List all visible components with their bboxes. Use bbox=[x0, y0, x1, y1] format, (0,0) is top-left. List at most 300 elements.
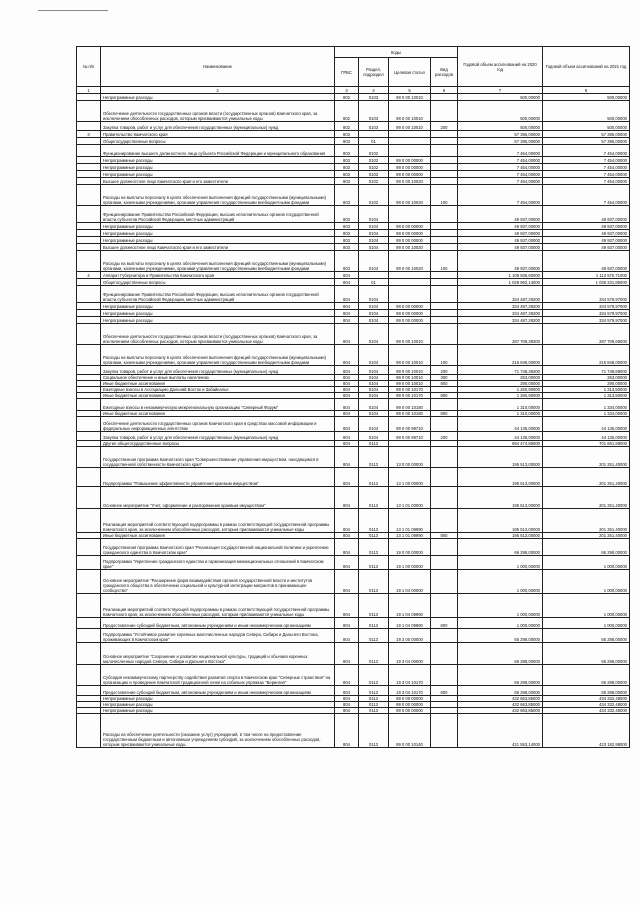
row-section: 0113 bbox=[359, 594, 389, 618]
row-expense-type bbox=[431, 303, 458, 310]
row-amount-2021: 65 298,00000 bbox=[543, 686, 630, 696]
row-grbs: 804 bbox=[335, 317, 359, 324]
table-row bbox=[77, 432, 630, 441]
row-name: Общегосударственные вопросы bbox=[101, 279, 335, 286]
row-target: 13 0 00 00000 bbox=[389, 447, 431, 468]
row-grbs: 803 bbox=[335, 223, 359, 230]
row-number bbox=[77, 164, 101, 171]
row-number bbox=[77, 432, 101, 441]
row-name: Расходы на выплаты персоналу в целях обеспечения выполнения функций государственными (муниципальными) органами, казенными учреждениями, органами управления государственными внебюджетными фондами bbox=[101, 251, 335, 272]
row-amount-2020: 49 937,00000 bbox=[458, 223, 543, 230]
row-grbs: 802 bbox=[335, 122, 359, 131]
table-row bbox=[77, 618, 630, 629]
row-expense-type: 200 bbox=[431, 122, 458, 131]
table-row bbox=[77, 237, 630, 244]
row-grbs: 804 bbox=[335, 447, 359, 468]
row-number bbox=[77, 345, 101, 366]
table-row bbox=[77, 594, 630, 618]
row-section: 0113 bbox=[359, 441, 389, 447]
row-amount-2021: 201 251,40000 bbox=[543, 447, 630, 468]
row-number bbox=[77, 223, 101, 230]
row-amount-2021: 434 332,48000 bbox=[543, 708, 630, 714]
row-number bbox=[77, 366, 101, 375]
table-row bbox=[77, 714, 630, 748]
row-number bbox=[77, 310, 101, 317]
row-section: 0113 bbox=[359, 686, 389, 696]
row-expense-type bbox=[431, 556, 458, 570]
row-section: 0104 bbox=[359, 375, 389, 381]
row-section: 0113 bbox=[359, 570, 389, 594]
row-number bbox=[77, 399, 101, 411]
row-amount-2021: 334 579,97000 bbox=[543, 303, 630, 310]
row-name: Основное мероприятие "Сохранение и развитие национальной культуры, традиций и обычаев коренных малочисленных народов Севера, Сибири и Дальнего Востока" bbox=[101, 643, 335, 665]
row-number bbox=[77, 138, 101, 145]
row-amount-2021: 57 395,00000 bbox=[543, 131, 630, 138]
row-amount-2021: 1 334,00000 bbox=[543, 411, 630, 417]
row-amount-2020: 7 454,00000 bbox=[458, 178, 543, 185]
row-name: Непрограммные расходы bbox=[101, 310, 335, 317]
row-section: 0104 bbox=[359, 223, 389, 230]
row-grbs: 803 bbox=[335, 131, 359, 138]
row-amount-2021: 49 937,00000 bbox=[543, 206, 630, 223]
row-grbs: 804 bbox=[335, 629, 359, 643]
row-amount-2021: 49 937,00000 bbox=[543, 223, 630, 230]
row-expense-type bbox=[431, 594, 458, 618]
row-amount-2020: 195 513,00000 bbox=[458, 533, 543, 539]
row-section: 0104 bbox=[359, 251, 389, 272]
header-codes: Коды bbox=[335, 47, 458, 58]
row-amount-2021: 434 332,48000 bbox=[543, 696, 630, 702]
row-target: 19 3 04 10170 bbox=[389, 665, 431, 686]
row-name: Государственная программа Камчатского края "Реализация государственной национальной политики и укрепление гражданского единства в Камчатском крае" bbox=[101, 539, 335, 556]
row-name: Непрограммные расходы bbox=[101, 317, 335, 324]
row-expense-type: 200 bbox=[431, 432, 458, 441]
row-amount-2021: 201 251,40000 bbox=[543, 533, 630, 539]
row-amount-2021: 1 000,00000 bbox=[543, 556, 630, 570]
row-grbs: 803 bbox=[335, 244, 359, 251]
row-section: 0104 bbox=[359, 345, 389, 366]
row-section: 0102 bbox=[359, 164, 389, 171]
row-grbs: 803 bbox=[335, 145, 359, 157]
row-grbs: 804 bbox=[335, 366, 359, 375]
table-row bbox=[77, 417, 630, 432]
table-row bbox=[77, 539, 630, 556]
row-amount-2020: 49 937,00000 bbox=[458, 244, 543, 251]
row-name: Расходы на выплаты персоналу в целях обеспечения выполнения функций государственными (муниципальными) органами, казенными учреждениями, органами управления государственными внебюджетными фондами bbox=[101, 345, 335, 366]
row-section: 0113 bbox=[359, 618, 389, 629]
table-row bbox=[77, 487, 630, 509]
row-name: Подпрограмма "Укрепление гражданского единства и гармонизация межнациональных отношений в Камчатском крае" bbox=[101, 556, 335, 570]
row-expense-type bbox=[431, 279, 458, 286]
row-name: Высшее должностное лицо Камчатского края и его заместители bbox=[101, 244, 335, 251]
row-section: 0104 bbox=[359, 303, 389, 310]
row-section: 0104 bbox=[359, 286, 389, 303]
table-row bbox=[77, 164, 630, 171]
row-target: 99 0 00 10180 bbox=[389, 399, 431, 411]
table-row bbox=[77, 279, 630, 286]
row-number bbox=[77, 509, 101, 533]
row-target: 19 3 04 00000 bbox=[389, 643, 431, 665]
table-row bbox=[77, 317, 630, 324]
row-section: 0104 bbox=[359, 237, 389, 244]
row-target: 99 0 00 10020 bbox=[389, 178, 431, 185]
row-amount-2020: 49 937,00000 bbox=[458, 237, 543, 244]
row-name: Расходы на обеспечение деятельности (оказание услуг) учреждений, в том числе на предоставление государственным бюджетным и автономным учреждениям субсидий, за исключением обособленных расходов, которым присваиваются уникальные коды bbox=[101, 714, 335, 748]
row-expense-type bbox=[431, 272, 458, 279]
row-target: 99 0 00 10010 bbox=[389, 101, 431, 122]
row-number bbox=[77, 185, 101, 206]
row-amount-2021: 65 298,00000 bbox=[543, 643, 630, 665]
row-amount-2020: 65 298,00000 bbox=[458, 643, 543, 665]
row-amount-2021: 1 313,50000 bbox=[543, 393, 630, 399]
row-section: 0113 bbox=[359, 643, 389, 665]
header-name: Наименование bbox=[101, 47, 335, 87]
row-name: Ежегодные взносы в Ассоциацию Дальний Восток и Забайкалье bbox=[101, 387, 335, 393]
row-section: 0113 bbox=[359, 487, 389, 509]
row-amount-2020: 1 105 936,60000 bbox=[458, 272, 543, 279]
row-grbs: 804 bbox=[335, 556, 359, 570]
row-grbs: 804 bbox=[335, 375, 359, 381]
row-expense-type bbox=[431, 230, 458, 237]
row-grbs: 804 bbox=[335, 686, 359, 696]
row-name: Непрограммные расходы bbox=[101, 157, 335, 164]
row-grbs: 803 bbox=[335, 178, 359, 185]
row-grbs: 802 bbox=[335, 101, 359, 122]
row-name: Основное мероприятие "Учет, оформление и распоряжение краевым имуществом" bbox=[101, 487, 335, 509]
header-year1: Годовой объем ассигнований на 2020 год bbox=[458, 47, 543, 87]
row-amount-2021: 334 579,97000 bbox=[543, 317, 630, 324]
table-row bbox=[77, 286, 630, 303]
row-amount-2021: 7 454,00000 bbox=[543, 157, 630, 164]
table-row bbox=[77, 185, 630, 206]
row-amount-2020: 1 310,00000 bbox=[458, 399, 543, 411]
row-amount-2020: 1 000,00000 bbox=[458, 556, 543, 570]
row-amount-2020: 71 748,38300 bbox=[458, 366, 543, 375]
row-amount-2021: 44 135,00000 bbox=[543, 432, 630, 441]
row-amount-2021: 334 579,97000 bbox=[543, 310, 630, 317]
row-target: 99 0 00 10010 bbox=[389, 366, 431, 375]
row-expense-type bbox=[431, 324, 458, 345]
row-name: Непрограммные расходы bbox=[101, 702, 335, 708]
row-amount-2020: 500,00000 bbox=[458, 94, 543, 101]
row-name: Непрограммные расходы bbox=[101, 696, 335, 702]
table-row bbox=[77, 230, 630, 237]
row-number: 3 bbox=[77, 131, 101, 138]
row-amount-2021: 1 000,00000 bbox=[543, 618, 630, 629]
row-expense-type bbox=[431, 468, 458, 487]
row-grbs: 804 bbox=[335, 708, 359, 714]
row-name: Функционирование Правительства Российской Федерации, высших исполнительных органов государственной власти субъектов Российской Федерации, местных администраций bbox=[101, 286, 335, 303]
table-row bbox=[77, 244, 630, 251]
row-amount-2020: 65 298,00000 bbox=[458, 665, 543, 686]
row-amount-2020: 1 260,90000 bbox=[458, 387, 543, 393]
row-amount-2021: 290,00000 bbox=[543, 381, 630, 387]
row-section: 0113 bbox=[359, 708, 389, 714]
row-amount-2021: 49 937,00000 bbox=[543, 230, 630, 237]
row-amount-2020: 44 135,00000 bbox=[458, 432, 543, 441]
row-amount-2021: 7 454,00000 bbox=[543, 171, 630, 178]
row-grbs: 803 bbox=[335, 157, 359, 164]
row-grbs: 804 bbox=[335, 539, 359, 556]
row-name: Функционирование Правительства Российской Федерации, высших исполнительных органов государственной власти субъектов Российской Федерации, местных администраций bbox=[101, 206, 335, 223]
row-target: 99 0 00 10170 bbox=[389, 387, 431, 393]
row-name: Реализация мероприятий соответствующей подпрограммы в рамках соответствующей государственной программы Камчатского края, за исключением обособленных расходов, которым присваиваются уникальные коды bbox=[101, 509, 335, 533]
row-number bbox=[77, 629, 101, 643]
row-name: Иные бюджетные ассигнования bbox=[101, 393, 335, 399]
row-name: Государственная программа Камчатского края "Совершенствование управления имуществом, находящимся в государственной собственности Камчатского края" bbox=[101, 447, 335, 468]
row-grbs: 804 bbox=[335, 303, 359, 310]
row-expense-type: 800 bbox=[431, 533, 458, 539]
row-target: 99 0 00 10010 bbox=[389, 375, 431, 381]
row-amount-2020: 421 553,14000 bbox=[458, 714, 543, 748]
row-target: 19 0 00 00000 bbox=[389, 539, 431, 556]
row-name: Основное мероприятие "Расширение форм взаимодействия органов государственной власти и институтов гражданского общества в обеспечении социальной и культурной интеграции мигрантов в принимающее сообщество" bbox=[101, 570, 335, 594]
row-amount-2020: 334 487,29200 bbox=[458, 317, 543, 324]
row-number bbox=[77, 286, 101, 303]
row-grbs: 804 bbox=[335, 714, 359, 748]
table-row bbox=[77, 310, 630, 317]
row-grbs: 804 bbox=[335, 441, 359, 447]
table-row bbox=[77, 447, 630, 468]
table-row bbox=[77, 686, 630, 696]
top-rule bbox=[38, 10, 108, 11]
row-section: 0104 bbox=[359, 411, 389, 417]
row-target: 13 1 01 00000 bbox=[389, 487, 431, 509]
row-expense-type bbox=[431, 171, 458, 178]
row-number bbox=[77, 665, 101, 686]
row-section: 0113 bbox=[359, 696, 389, 702]
row-amount-2020: 334 487,29200 bbox=[458, 286, 543, 303]
row-section: 0104 bbox=[359, 381, 389, 387]
row-grbs: 804 bbox=[335, 417, 359, 432]
row-expense-type: 100 bbox=[431, 345, 458, 366]
table-row bbox=[77, 665, 630, 686]
table-row bbox=[77, 468, 630, 487]
row-section: 0113 bbox=[359, 539, 389, 556]
row-grbs: 804 bbox=[335, 399, 359, 411]
row-grbs: 803 bbox=[335, 237, 359, 244]
row-section: 0102 bbox=[359, 171, 389, 178]
budget-table-body bbox=[77, 94, 630, 748]
row-grbs: 804 bbox=[335, 643, 359, 665]
row-section: 0113 bbox=[359, 702, 389, 708]
row-expense-type bbox=[431, 164, 458, 171]
row-target: 99 0 00 00000 bbox=[389, 164, 431, 171]
row-name: Закупка товаров, работ и услуг для обеспечения государственных (муниципальных) нужд bbox=[101, 366, 335, 375]
row-name: Непрограммные расходы bbox=[101, 171, 335, 178]
row-section: 0113 bbox=[359, 509, 389, 533]
row-section: 0113 bbox=[359, 447, 389, 468]
table-row bbox=[77, 94, 630, 101]
row-section: 0102 bbox=[359, 157, 389, 164]
row-section: 0113 bbox=[359, 629, 389, 643]
table-row bbox=[77, 101, 630, 122]
row-section: 0102 bbox=[359, 145, 389, 157]
row-target bbox=[389, 279, 431, 286]
row-number bbox=[77, 317, 101, 324]
row-amount-2021: 49 937,00000 bbox=[543, 244, 630, 251]
row-expense-type bbox=[431, 417, 458, 432]
row-amount-2021: 71 748,69000 bbox=[543, 366, 630, 375]
row-section: 0104 bbox=[359, 417, 389, 432]
row-amount-2021: 701 651,88000 bbox=[543, 441, 630, 447]
row-number bbox=[77, 237, 101, 244]
row-expense-type bbox=[431, 629, 458, 643]
row-name: Общегосударственные вопросы bbox=[101, 138, 335, 145]
row-grbs: 804 bbox=[335, 533, 359, 539]
row-target: 99 0 00 00000 bbox=[389, 708, 431, 714]
row-grbs: 803 bbox=[335, 251, 359, 272]
row-name: Обеспечение деятельности государственных органов власти (государственных органов) Камчатского края, за исключением обособленных расходов, которым присваиваются уникальные коды bbox=[101, 324, 335, 345]
table-row bbox=[77, 570, 630, 594]
row-number bbox=[77, 251, 101, 272]
row-name: Предоставление субсидий бюджетным, автономным учреждениям и иным некоммерческим организациям bbox=[101, 618, 335, 629]
row-number bbox=[77, 468, 101, 487]
table-row bbox=[77, 122, 630, 131]
row-target: 99 0 00 10010 bbox=[389, 122, 431, 131]
row-expense-type: 200 bbox=[431, 366, 458, 375]
row-number bbox=[77, 570, 101, 594]
row-name: Подпрограмма "Повышение эффективности управления краевым имуществом" bbox=[101, 468, 335, 487]
row-amount-2020: 1 028 962,14000 bbox=[458, 279, 543, 286]
row-expense-type: 800 bbox=[431, 411, 458, 417]
index-cell: 3 bbox=[335, 87, 359, 94]
table-row bbox=[77, 206, 630, 223]
row-amount-2021: 334 579,97000 bbox=[543, 286, 630, 303]
row-amount-2021: 7 454,00000 bbox=[543, 185, 630, 206]
row-section: 0104 bbox=[359, 366, 389, 375]
row-target: 19 1 04 09990 bbox=[389, 618, 431, 629]
row-number bbox=[77, 417, 101, 432]
row-name: Иные бюджетные ассигнования bbox=[101, 411, 335, 417]
row-amount-2020: 432 663,85000 bbox=[458, 696, 543, 702]
row-amount-2021: 65 298,00000 bbox=[543, 665, 630, 686]
row-target: 99 0 00 10020 bbox=[389, 251, 431, 272]
table-row bbox=[77, 366, 630, 375]
row-number bbox=[77, 618, 101, 629]
row-target: 13 1 00 00000 bbox=[389, 468, 431, 487]
row-expense-type: 100 bbox=[431, 251, 458, 272]
row-amount-2020: 215 848,00000 bbox=[458, 345, 543, 366]
row-target: 99 0 00 00000 bbox=[389, 303, 431, 310]
table-row bbox=[77, 345, 630, 366]
row-amount-2020: 49 937,00000 bbox=[458, 206, 543, 223]
row-grbs: 804 bbox=[335, 432, 359, 441]
budget-table bbox=[76, 46, 630, 748]
row-grbs: 804 bbox=[335, 487, 359, 509]
row-name: Социальное обеспечение и иные выплаты населению bbox=[101, 375, 335, 381]
row-target: 99 0 00 00000 bbox=[389, 230, 431, 237]
row-amount-2020: 1 260,90000 bbox=[458, 393, 543, 399]
row-grbs: 803 bbox=[335, 138, 359, 145]
row-target: 13 1 01 09990 bbox=[389, 533, 431, 539]
row-amount-2021: 49 937,00000 bbox=[543, 251, 630, 272]
row-expense-type bbox=[431, 94, 458, 101]
row-target: 19 1 00 00000 bbox=[389, 556, 431, 570]
row-grbs: 804 bbox=[335, 310, 359, 317]
row-target: 19 3 00 00000 bbox=[389, 629, 431, 643]
row-section: 0113 bbox=[359, 468, 389, 487]
row-section bbox=[359, 131, 389, 138]
row-expense-type: 600 bbox=[431, 686, 458, 696]
row-amount-2020: 7 454,00000 bbox=[458, 164, 543, 171]
row-expense-type: 600 bbox=[431, 618, 458, 629]
row-grbs: 804 bbox=[335, 286, 359, 303]
row-section: 0104 bbox=[359, 393, 389, 399]
row-amount-2020: 1 310,00000 bbox=[458, 411, 543, 417]
table-row bbox=[77, 138, 630, 145]
index-cell: 1 bbox=[77, 87, 101, 94]
header-row-codes bbox=[77, 47, 630, 58]
row-amount-2020: 195 513,00000 bbox=[458, 509, 543, 533]
row-amount-2020: 49 937,00000 bbox=[458, 251, 543, 272]
table-row bbox=[77, 303, 630, 310]
row-number bbox=[77, 487, 101, 509]
table-row bbox=[77, 556, 630, 570]
row-target: 99 0 00 10010 bbox=[389, 94, 431, 101]
row-amount-2021: 423 182,98000 bbox=[543, 714, 630, 748]
row-name: Функционирование высшего должностного лица субъекта Российской Федерации и муниципального образования bbox=[101, 145, 335, 157]
row-target: 99 0 00 00000 bbox=[389, 317, 431, 324]
row-expense-type bbox=[431, 447, 458, 468]
row-section: 01 bbox=[359, 138, 389, 145]
row-expense-type bbox=[431, 101, 458, 122]
row-amount-2021: 287 709,69000 bbox=[543, 324, 630, 345]
row-number bbox=[77, 303, 101, 310]
row-number bbox=[77, 145, 101, 157]
row-amount-2020: 253,00000 bbox=[458, 375, 543, 381]
row-amount-2020: 49 937,00000 bbox=[458, 230, 543, 237]
row-amount-2020: 500,00000 bbox=[458, 101, 543, 122]
row-amount-2021: 201 251,40000 bbox=[543, 487, 630, 509]
row-grbs: 804 bbox=[335, 594, 359, 618]
row-grbs: 804 bbox=[335, 393, 359, 399]
row-expense-type bbox=[431, 310, 458, 317]
row-grbs: 804 bbox=[335, 468, 359, 487]
row-grbs: 804 bbox=[335, 381, 359, 387]
row-name: Закупка товаров, работ и услуг для обеспечения государственных (муниципальных) нужд bbox=[101, 432, 335, 441]
row-target: 99 0 00 10180 bbox=[389, 411, 431, 417]
header-row-index bbox=[77, 87, 630, 94]
row-name: Ежегодные взносы в некоммерческую межрегиональную организацию "Северный Форум" bbox=[101, 399, 335, 411]
row-section: 0102 bbox=[359, 185, 389, 206]
row-target: 99 0 00 00000 bbox=[389, 171, 431, 178]
index-cell: 6 bbox=[431, 87, 458, 94]
row-expense-type bbox=[431, 138, 458, 145]
row-amount-2021: 7 454,00000 bbox=[543, 145, 630, 157]
row-amount-2020: 57 395,00000 bbox=[458, 138, 543, 145]
row-target: 99 0 00 00000 bbox=[389, 223, 431, 230]
row-amount-2021: 215 848,00000 bbox=[543, 345, 630, 366]
row-section: 0104 bbox=[359, 317, 389, 324]
row-grbs: 804 bbox=[335, 509, 359, 533]
row-name: Субсидия некоммерческому партнерству содействия развития спорта в Камчатском крае "Северные странствия" на организацию и проведение Камчатской традиционной гонки на собачьих упряжках "Берингия" bbox=[101, 665, 335, 686]
row-name: Высшее должностное лицо Камчатского края и его заместители bbox=[101, 178, 335, 185]
row-number bbox=[77, 594, 101, 618]
row-target: 99 0 00 00000 bbox=[389, 696, 431, 702]
row-expense-type bbox=[431, 714, 458, 748]
row-target: 99 0 00 10020 bbox=[389, 185, 431, 206]
row-number bbox=[77, 324, 101, 345]
row-grbs: 804 bbox=[335, 702, 359, 708]
table-row bbox=[77, 251, 630, 272]
row-target: 13 1 01 09990 bbox=[389, 509, 431, 533]
row-section: 0103 bbox=[359, 101, 389, 122]
table-row bbox=[77, 223, 630, 230]
row-amount-2020: 287 709,38300 bbox=[458, 324, 543, 345]
index-cell: 2 bbox=[101, 87, 335, 94]
row-amount-2021: 1 113 570,71000 bbox=[543, 272, 630, 279]
